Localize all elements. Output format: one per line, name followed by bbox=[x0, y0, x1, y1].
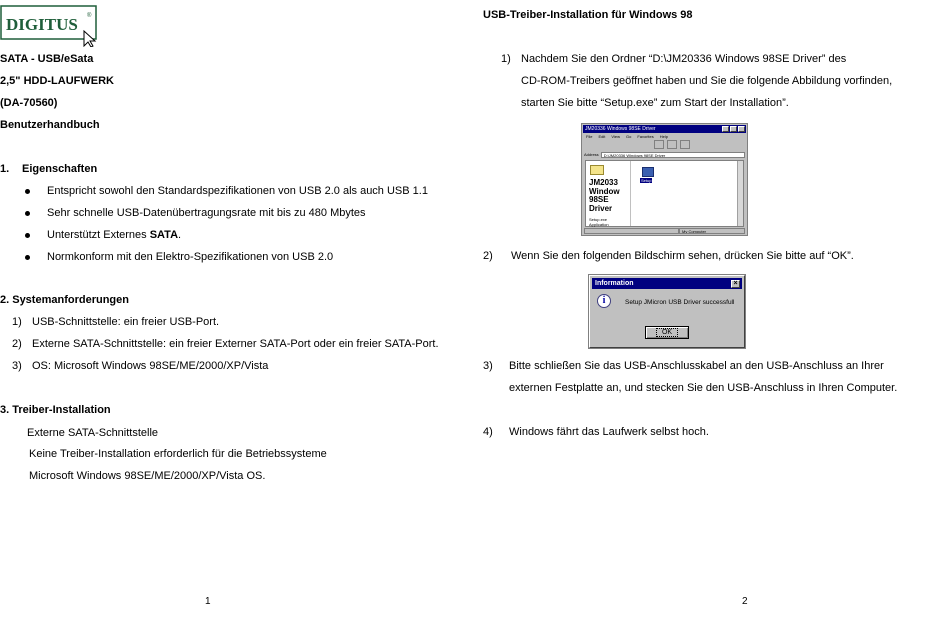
information-dialog-screenshot bbox=[589, 275, 745, 348]
dialog-title: Information bbox=[595, 280, 634, 287]
dialog-message: Setup JMicron USB Driver successfull bbox=[625, 299, 735, 306]
menu-edit: Edit bbox=[598, 134, 606, 139]
ok-button-label: OK bbox=[656, 328, 678, 337]
bullet-dot bbox=[25, 233, 30, 238]
page-number-left: 1 bbox=[205, 596, 211, 607]
explorer-address-bar bbox=[584, 151, 745, 158]
right-page-title: USB-Treiber-Installation für Windows 98 bbox=[483, 9, 693, 21]
model-number: (DA-70560) bbox=[0, 97, 58, 109]
explorer-statusbar bbox=[584, 228, 745, 234]
setup-file-icon bbox=[642, 167, 654, 177]
digitus-logo bbox=[0, 5, 100, 47]
driver-line: Externe SATA-Schnittstelle bbox=[27, 427, 159, 439]
menu-go: Go bbox=[625, 134, 632, 139]
requirement-item: OS: Microsoft Windows 98SE/ME/2000/XP/Vista bbox=[32, 360, 269, 372]
section1-title: Eigenschaften bbox=[22, 163, 98, 175]
status-cell bbox=[584, 228, 679, 234]
feature-item bbox=[47, 229, 181, 241]
dialog-titlebar bbox=[592, 278, 742, 289]
section1-number: 1. bbox=[0, 163, 10, 175]
minimize-icon bbox=[722, 126, 729, 132]
menu-help: Help bbox=[659, 134, 668, 139]
step1-number: 1) bbox=[501, 53, 511, 65]
feature-sata-bold: SATA bbox=[149, 229, 179, 241]
requirement-item: Externe SATA-Schnittstelle: ein freier Externer SATA-Port oder ein freier SATA-Port. bbox=[32, 338, 439, 350]
section2-title: 2. Systemanforderungen bbox=[0, 294, 129, 306]
folder-title bbox=[589, 179, 620, 213]
explorer-content bbox=[585, 160, 744, 227]
copy-icon bbox=[667, 140, 677, 149]
explorer-toolbar bbox=[584, 140, 745, 150]
requirement-number: 3) bbox=[12, 360, 22, 372]
folder-title-line: Driver bbox=[589, 203, 613, 213]
explorer-window-controls bbox=[722, 126, 745, 132]
address-label: Address bbox=[584, 152, 599, 157]
step2-text: Wenn Sie den folgenden Bildschirm sehen, drücken Sie bitte auf “OK”. bbox=[511, 250, 854, 262]
section3-title: 3. Treiber-Installation bbox=[0, 404, 111, 416]
driver-line: Microsoft Windows 98SE/ME/2000/XP/Vista OS. bbox=[29, 470, 266, 482]
step4-number: 4) bbox=[483, 426, 493, 438]
maximize-icon bbox=[730, 126, 737, 132]
menu-view: View bbox=[611, 134, 620, 139]
drive-type: 2,5" HDD-LAUFWERK bbox=[0, 75, 114, 87]
close-icon bbox=[738, 126, 745, 132]
logo-registered-mark: ® bbox=[87, 13, 92, 19]
menu-favorites: Favorites bbox=[637, 134, 654, 139]
step2-number: 2) bbox=[483, 250, 493, 262]
selected-file-name: Setup.exe bbox=[589, 217, 608, 222]
step1-line: Nachdem Sie den Ordner “D:\JM20336 Windows 98SE Driver” des bbox=[521, 53, 847, 65]
feature-period: . bbox=[178, 229, 182, 241]
explorer-scrollbar bbox=[737, 161, 743, 226]
ok-button bbox=[645, 326, 689, 339]
feature-item: Sehr schnelle USB-Datenübertragungsrate mit bis zu 480 Mbytes bbox=[47, 207, 366, 219]
driver-line: Keine Treiber-Installation erforderlich für die Betriebssysteme bbox=[29, 448, 327, 460]
step3-line: Bitte schließen Sie das USB-Anschlusskabel an den USB-Anschluss an Ihrer bbox=[509, 360, 884, 372]
paste-icon bbox=[680, 140, 690, 149]
folder-title-line: JM2033 bbox=[589, 178, 618, 187]
page-number-right: 2 bbox=[742, 596, 748, 607]
explorer-title: JM20336 Windows 98SE Driver bbox=[585, 126, 656, 132]
requirement-item: USB-Schnittstelle: ein freier USB-Port. bbox=[32, 316, 220, 328]
feature-item: Normkonform mit den Elektro-Spezifikationen von USB 2.0 bbox=[47, 251, 334, 263]
requirement-number: 1) bbox=[12, 316, 22, 328]
folder-title-line: Window bbox=[589, 186, 620, 196]
step3-number: 3) bbox=[483, 360, 493, 372]
product-name: SATA - USB/eSata bbox=[0, 53, 94, 65]
cut-icon bbox=[654, 140, 664, 149]
info-icon: i bbox=[597, 294, 611, 308]
feature-text: Unterstützt Externes bbox=[47, 229, 150, 241]
address-field: D:\JM20336 Windows 98SE Driver bbox=[601, 152, 745, 158]
folder-icon bbox=[590, 165, 604, 175]
folder-info-pane bbox=[586, 161, 631, 226]
feature-item: Entspricht sowohl den Standardspezifikationen von USB 2.0 als auch USB 1.1 bbox=[47, 185, 428, 197]
close-icon: × bbox=[731, 280, 740, 288]
menu-file: File bbox=[586, 134, 593, 139]
selected-file-type: Application bbox=[589, 222, 609, 227]
step4-text: Windows fährt das Laufwerk selbst hoch. bbox=[509, 426, 709, 438]
bullet-dot bbox=[25, 189, 30, 194]
setup-file-label: Setup bbox=[641, 178, 652, 183]
step1-line: CD-ROM-Treibers geöffnet haben und Sie die folgende Abbildung vorfinden, bbox=[521, 75, 893, 87]
manual-title: Benutzerhandbuch bbox=[0, 119, 100, 131]
bullet-dot bbox=[25, 255, 30, 260]
explorer-titlebar bbox=[583, 125, 746, 133]
requirement-number: 2) bbox=[12, 338, 22, 350]
logo-text: DIGITUS bbox=[6, 15, 78, 34]
folder-selection-info bbox=[589, 217, 609, 227]
bullet-dot bbox=[25, 211, 30, 216]
folder-title-line: 98SE bbox=[589, 195, 609, 204]
status-location: My Computer bbox=[679, 228, 745, 234]
step1-line: starten Sie bitte “Setup.exe” zum Start der Installation”. bbox=[521, 97, 789, 109]
explorer-window-screenshot bbox=[581, 123, 748, 236]
step3-line: externen Festplatte an, und stecken Sie den USB-Anschluss in Ihren Computer. bbox=[509, 382, 898, 394]
